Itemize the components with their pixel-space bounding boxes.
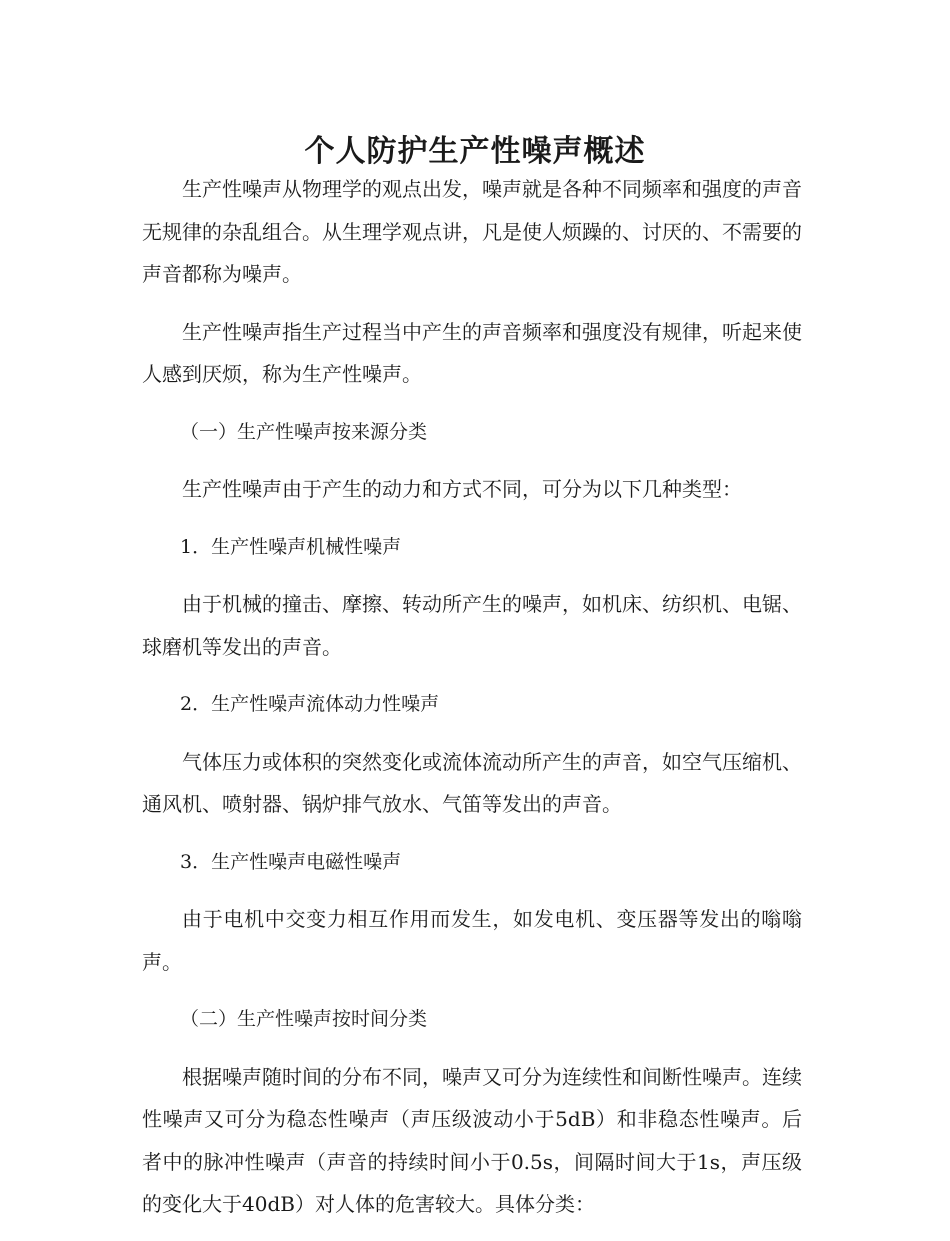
paragraph: 由于机械的撞击、摩擦、转动所产生的噪声，如机床、纺织机、电锯、球磨机等发出的声音。 <box>142 592 802 659</box>
section-heading: （二）生产性噪声按时间分类 <box>180 1008 428 1030</box>
paragraph: 气体压力或体积的突然变化或流体流动所产生的声音，如空气压缩机、通风机、喷射器、锅炉排气放水、气笛等发出的声音。 <box>142 749 802 816</box>
subsection-heading: 3．生产性噪声电磁性噪声 <box>180 850 402 873</box>
document-title: 个人防护生产性噪声概述 <box>304 134 646 170</box>
paragraph: 由于电机中交变力相互作用而发生，如发电机、变压器等发出的嗡嗡声。 <box>142 907 802 974</box>
paragraph: 生产性噪声指生产过程当中产生的声音频率和强度没有规律，听起来使人感到厌烦，称为生产性噪声。 <box>142 319 802 386</box>
paragraph: 生产性噪声由于产生的动力和方式不同，可分为以下几种类型： <box>182 477 742 501</box>
paragraph: 生产性噪声从物理学的观点出发，噪声就是各种不同频率和强度的声音无规律的杂乱组合。从生理学观点讲，凡是使人烦躁的、讨厌的、不需要的声音都称为噪声。 <box>142 177 802 286</box>
document-body <box>142 168 802 1241</box>
section-heading: （一）生产性噪声按来源分类 <box>180 420 428 443</box>
subsection-heading: 2．生产性噪声流体动力性噪声 <box>180 693 440 715</box>
paragraph: 根据噪声随时间的分布不同，噪声又可分为连续性和间断性噪声。连续性噪声又可分为稳态性噪声（声压级波动小于5dB）和非稳态性噪声。后者中的脉冲性噪声（声音的持续时间小于0.5s，间隔时间大于1s，声压级的变化大于40dB）对人体的危害较大。具体分类： <box>142 1064 802 1216</box>
subsection-heading: 1．生产性噪声机械性噪声 <box>180 535 402 558</box>
